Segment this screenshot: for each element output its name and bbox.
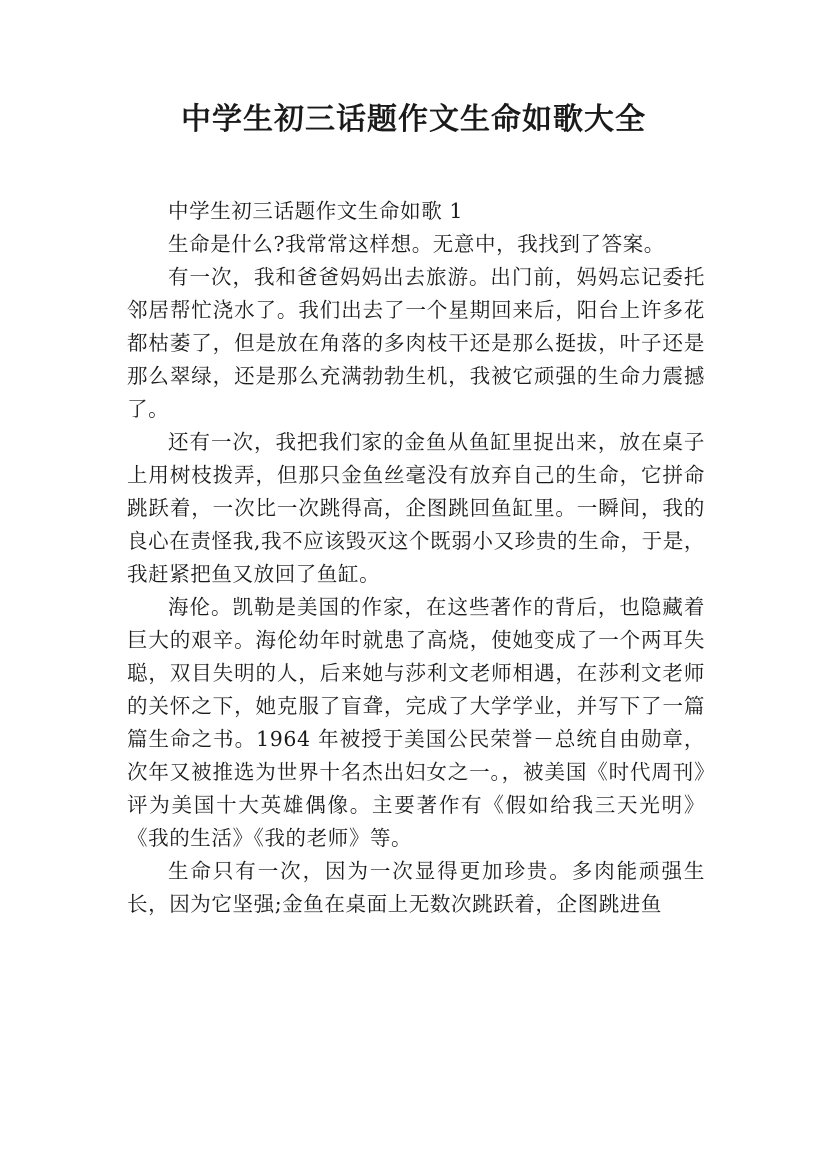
paragraph-2: 有一次，我和爸爸妈妈出去旅游。出门前，妈妈忘记委托邻居帮忙浇水了。我们出去了一个星期回来后，阳台上许多花都枯萎了，但是放在角落的多肉枝干还是那么挺拔，叶子还是那么翠绿，还是那么充满勃勃生机，我被它顽强的生命力震撼了。 <box>127 265 705 421</box>
paragraph-4: 海伦。凯勒是美国的作家，在这些著作的背后，也隐藏着巨大的艰辛。海伦幼年时就患了高烧，使她变成了一个两耳失聪，双目失明的人，后来她与莎利文老师相遇，在莎利文老师的关怀之下，她克服了盲聋，完成了大学学业，并写下了一篇篇生命之书。1964 年被授于美国公民荣誉－总统自由勋章，次年又被推选为世界十名杰出妇女之一。，被美国《时代周刊》评为美国十大英雄偶像。主要著作有《假如给我三天光明》《我的生活》《我的老师》等。 <box>127 595 705 850</box>
document-title: 中学生初三话题作文生命如歌大全 <box>181 102 646 137</box>
section-heading: 中学生初三话题作文生命如歌 1 <box>168 199 464 223</box>
document-body <box>127 195 705 921</box>
paragraph-3: 还有一次，我把我们家的金鱼从鱼缸里捉出来，放在桌子上用树枝拨弄，但那只金鱼丝毫没有放弃自己的生命，它拼命跳跃着，一次比一次跳得高，企图跳回鱼缸里。一瞬间，我的良心在责怪我,我不应该毁灭这个既弱小又珍贵的生命，于是，我赶紧把鱼又放回了鱼缸。 <box>127 430 705 586</box>
paragraph-1: 生命是什么?我常常这样想。无意中，我找到了答案。 <box>168 232 665 256</box>
paragraph-5: 生命只有一次，因为一次显得更加珍贵。多肉能顽强生长，因为它坚强;金鱼在桌面上无数次跳跃着，企图跳进鱼 <box>127 859 705 916</box>
